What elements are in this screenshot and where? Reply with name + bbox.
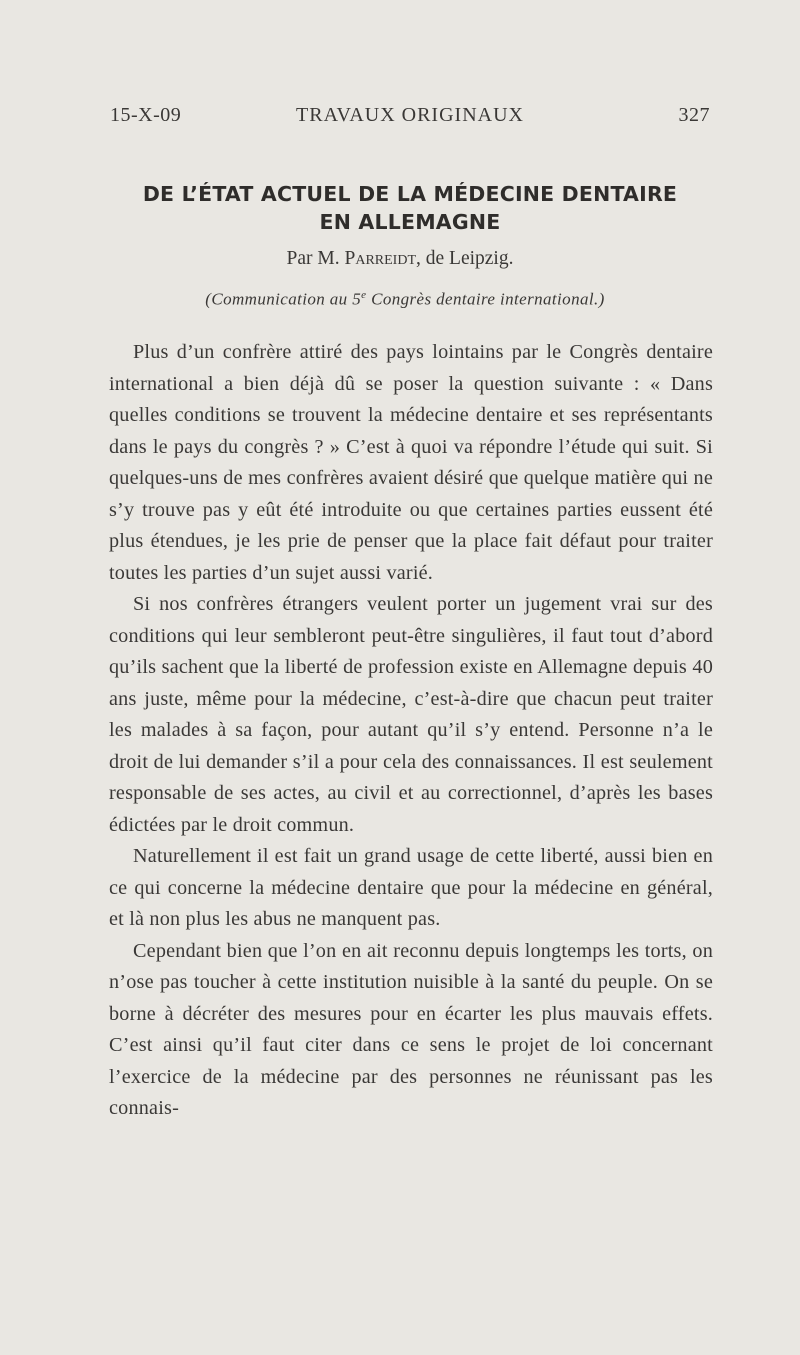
paragraph: Cependant bien que l’on en ait reconnu depuis longtemps les torts, on n’ose pas toucher à cette institution nuisible à la santé du peuple. On se borne à décréter des mesures pour en écarter les plus mauvais effets. C’est ainsi qu’il faut citer dans ce sens le projet de loi concernant l’exercice de la médecine par des personnes ne réunissant pas les connais- <box>109 939 713 1119</box>
communication-note <box>100 289 710 310</box>
author-name: Parreidt <box>344 248 416 269</box>
article-body <box>109 337 713 1125</box>
article-title-line-2: EN ALLEMAGNE <box>319 210 501 234</box>
article-title-line-1: DE L’ÉTAT ACTUEL DE LA MÉDECINE DENTAIRE <box>142 182 678 206</box>
running-header <box>110 104 710 134</box>
page-number: 327 <box>678 104 710 126</box>
communication-text-end: Congrès dentaire international.) <box>366 289 605 309</box>
article-title <box>60 180 760 236</box>
paragraph: Si nos confrères étrangers veulent porter un jugement vrai sur des conditions qui leur sembleront peut-être singulières, il faut tout d’abord qu’ils sachent que la liberté de profession existe en Allemagne depuis 40 ans juste, même pour la médecine, c’est-à-dire que chacun peut traiter les malades à sa façon, pour autant qu’il s’y entend. Personne n’a le droit de lui demander s’il a pour cela des connaissances. Il est seulement responsable de ses actes, au civil et au correctionnel, d’après les bases édictées par le droit commun. <box>109 593 713 836</box>
paragraph: Plus d’un confrère attiré des pays lointains par le Congrès dentaire international a bien déjà dû se poser la question suivante : « Dans quelles conditions se trouvent la médecine dentaire et ses représentants dans le pays du congrès ? » C’est à quoi va répondre l’étude qui suit. Si quelques-uns de mes confrères avaient désiré que quelque matière qui ne s’y trouve pas y eût été introduite ou que certaines parties eussent été plus étendues, je les prie de penser que la place fait défaut pour traiter toutes les parties d’un sujet aussi varié. <box>109 341 713 584</box>
byline-prefix: Par M. <box>286 248 345 269</box>
header-section: TRAVAUX ORIGINAUX <box>296 104 524 126</box>
communication-text-start: (Communication au 5 <box>205 289 362 309</box>
header-date: 15-X-09 <box>110 104 182 126</box>
byline-suffix: , de Leipzig. <box>416 248 514 269</box>
paragraph: Naturellement il est fait un grand usage de cette liberté, aussi bien en ce qui concerne la médecine dentaire que pour la médecine en général, et là non plus les abus ne manquent pas. <box>109 845 713 930</box>
communication-superscript: e <box>361 289 367 301</box>
byline <box>100 248 700 270</box>
